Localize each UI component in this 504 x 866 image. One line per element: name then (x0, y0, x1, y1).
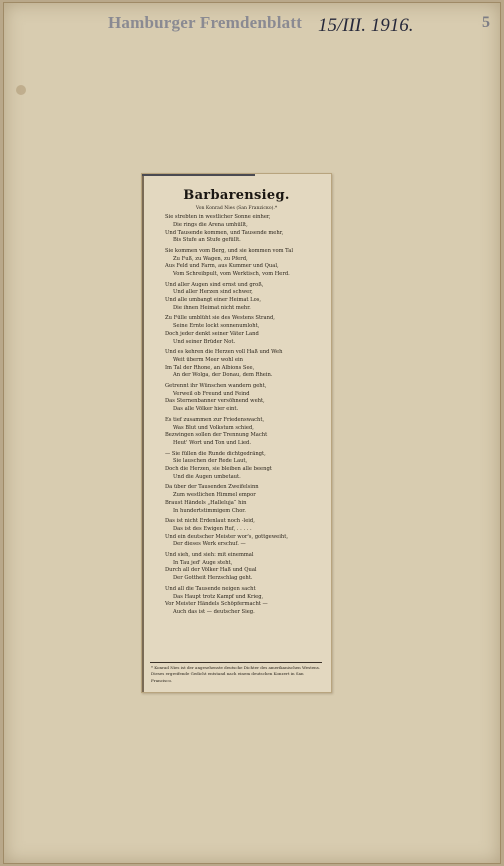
poem-line: Das Sternenbanner versöhnend weht, (165, 398, 265, 405)
page-number: 5 (482, 14, 490, 31)
poem-line: Die ihnen Heimat nicht mehr. (173, 304, 251, 311)
poem-line: Zu Fuß, zu Wagen, zu Pferd, (173, 255, 248, 262)
poem-stanza (165, 248, 325, 279)
poem-stanza (165, 214, 325, 245)
poem-stanza (165, 417, 325, 448)
poem-line: Sie kommen vom Berg, und sie kommen vom Tal (165, 247, 293, 254)
poem-stanza (165, 383, 325, 414)
poem-line: Im Tal der Rhone, an Albions See, (165, 364, 255, 371)
poem-line: Das Haupt trotz Kampf und Krieg, (173, 593, 264, 600)
archive-sheet (3, 2, 501, 864)
poem-line: Vor Meister Händels Schöpfermacht — (165, 601, 268, 608)
poem-stanza (165, 451, 325, 482)
poem-line: Vom Schreibpult, vom Werktisch, vom Herd. (173, 271, 290, 278)
poem-stanza (165, 552, 325, 583)
poem-line: Weit überm Meer wohl ein (173, 356, 244, 363)
stain-mark (16, 85, 26, 95)
poem-line: Getrennt ihr Wünschen wandern geht, (165, 382, 267, 389)
poem-line: Und sieh, und sieh: mit einemmal (165, 551, 254, 558)
poem-line: Verweil ob Freund und Feind (173, 390, 250, 397)
poem-line: Heut' Wort und Ton und Lied. (173, 440, 252, 447)
poem-line: Und aller Herzen sind schwer, (173, 289, 253, 296)
poem-line: Doch die Herzen, sie bleiben alle beengt (165, 466, 272, 473)
poem-line: Und die Augen umbetaut. (173, 473, 241, 480)
poem-line: Braust Händels „Halleluja“ hin (165, 499, 247, 506)
poem-stanza (165, 484, 325, 515)
poem-line: — Sie füllen die Runde dichtgedrängt, (165, 450, 266, 457)
poem-line: Zu Fülle umblüht sie des Westens Strand, (165, 315, 275, 322)
poem-line: Und aller Augen sind ernst und groß, (165, 281, 264, 288)
footnote-divider (150, 662, 322, 663)
poem-line: Und ein deutscher Meister wor's, gottgeweiht, (165, 533, 288, 540)
poem-line: Und seiner Brüder Not. (173, 338, 236, 345)
poem-stanza (165, 586, 325, 617)
poem-title: Barbarensieg. (183, 188, 290, 203)
poem-line: Und Tausende kommen, und Tausende mehr, (165, 229, 284, 236)
clipping-edge (142, 174, 144, 692)
poem-line: Und all die Tausende neigen sacht (165, 585, 256, 592)
poem-stanza (165, 282, 325, 313)
poem-line: Und es kehren die Herzen voll Haß und Weh (165, 349, 283, 356)
handwritten-date: 15/III. 1916. (318, 15, 414, 36)
poem-line: Bis Stufe an Stufe gefüllt. (173, 237, 241, 244)
footnote: * Konrad Nies ist der angesehenste deutsche Dichter des amerikanischen Westens. Dieses ergreifende Gedicht entstand nach einem deutschen Konzert in San Francisco. (151, 665, 321, 683)
poem-line: Der dieses Werk erschuf. — (173, 541, 246, 548)
poem-line: Sie lauschen der Rede Laut, (173, 458, 248, 465)
poem-line: Zum westlichen Himmel empor (173, 492, 256, 499)
poem-line: Seine Ernte lockt sonnenumloht, (173, 323, 260, 330)
poem-line: Das ist nicht Erdenlaut noch -leid, (165, 518, 255, 525)
poem-line: Bezwingen sollen der Trennung Macht (165, 432, 268, 439)
poem-line: Durch all der Völker Haß und Qual (165, 567, 257, 574)
poem-line: Die rings die Arena umhüllt, (173, 221, 248, 228)
poem-line: In hundertstimmigem Chor. (173, 507, 246, 514)
poem-line: Sie strebten in westlicher Sonne einher, (165, 214, 271, 220)
poem-stanza (165, 518, 325, 549)
clipping-top-edge (142, 174, 255, 176)
poem-line: Es tief zusammen zur Friedenswacht, (165, 416, 265, 423)
poem-body (165, 214, 325, 620)
poem-line: Doch jeder denkt seiner Väter Land (165, 330, 259, 337)
poem-line: Was Blut und Volkstum schied, (173, 424, 254, 431)
newspaper-clipping (141, 173, 332, 693)
poem-line: Und alle umbangt einer Heimat Los, (165, 297, 262, 304)
poem-line: Der Gottheit Herzschlag geht. (173, 575, 253, 582)
poem-stanza (165, 349, 325, 380)
poem-byline: Von Konrad Nies (San Franziско).* (195, 206, 278, 211)
poem-stanza (165, 315, 325, 346)
poem-line: Das ist des Ewigen Ruf, . . . . . (173, 525, 252, 532)
newspaper-name: Hamburger Fremdenblatt (108, 13, 303, 32)
poem-line: Da über der Tausenden Zweifelsinn (165, 484, 259, 491)
poem-line: Auch das ist — deutscher Sieg. (173, 609, 255, 616)
poem-line: Aus Feld und Farm, aus Kummer und Qual, (165, 263, 279, 270)
poem-line: In Tau jed' Auge steht, (173, 559, 233, 566)
poem-line: Das alle Völker hier eint. (173, 406, 239, 413)
poem-line: An der Wolga, der Donau, dem Rhein. (173, 372, 273, 379)
